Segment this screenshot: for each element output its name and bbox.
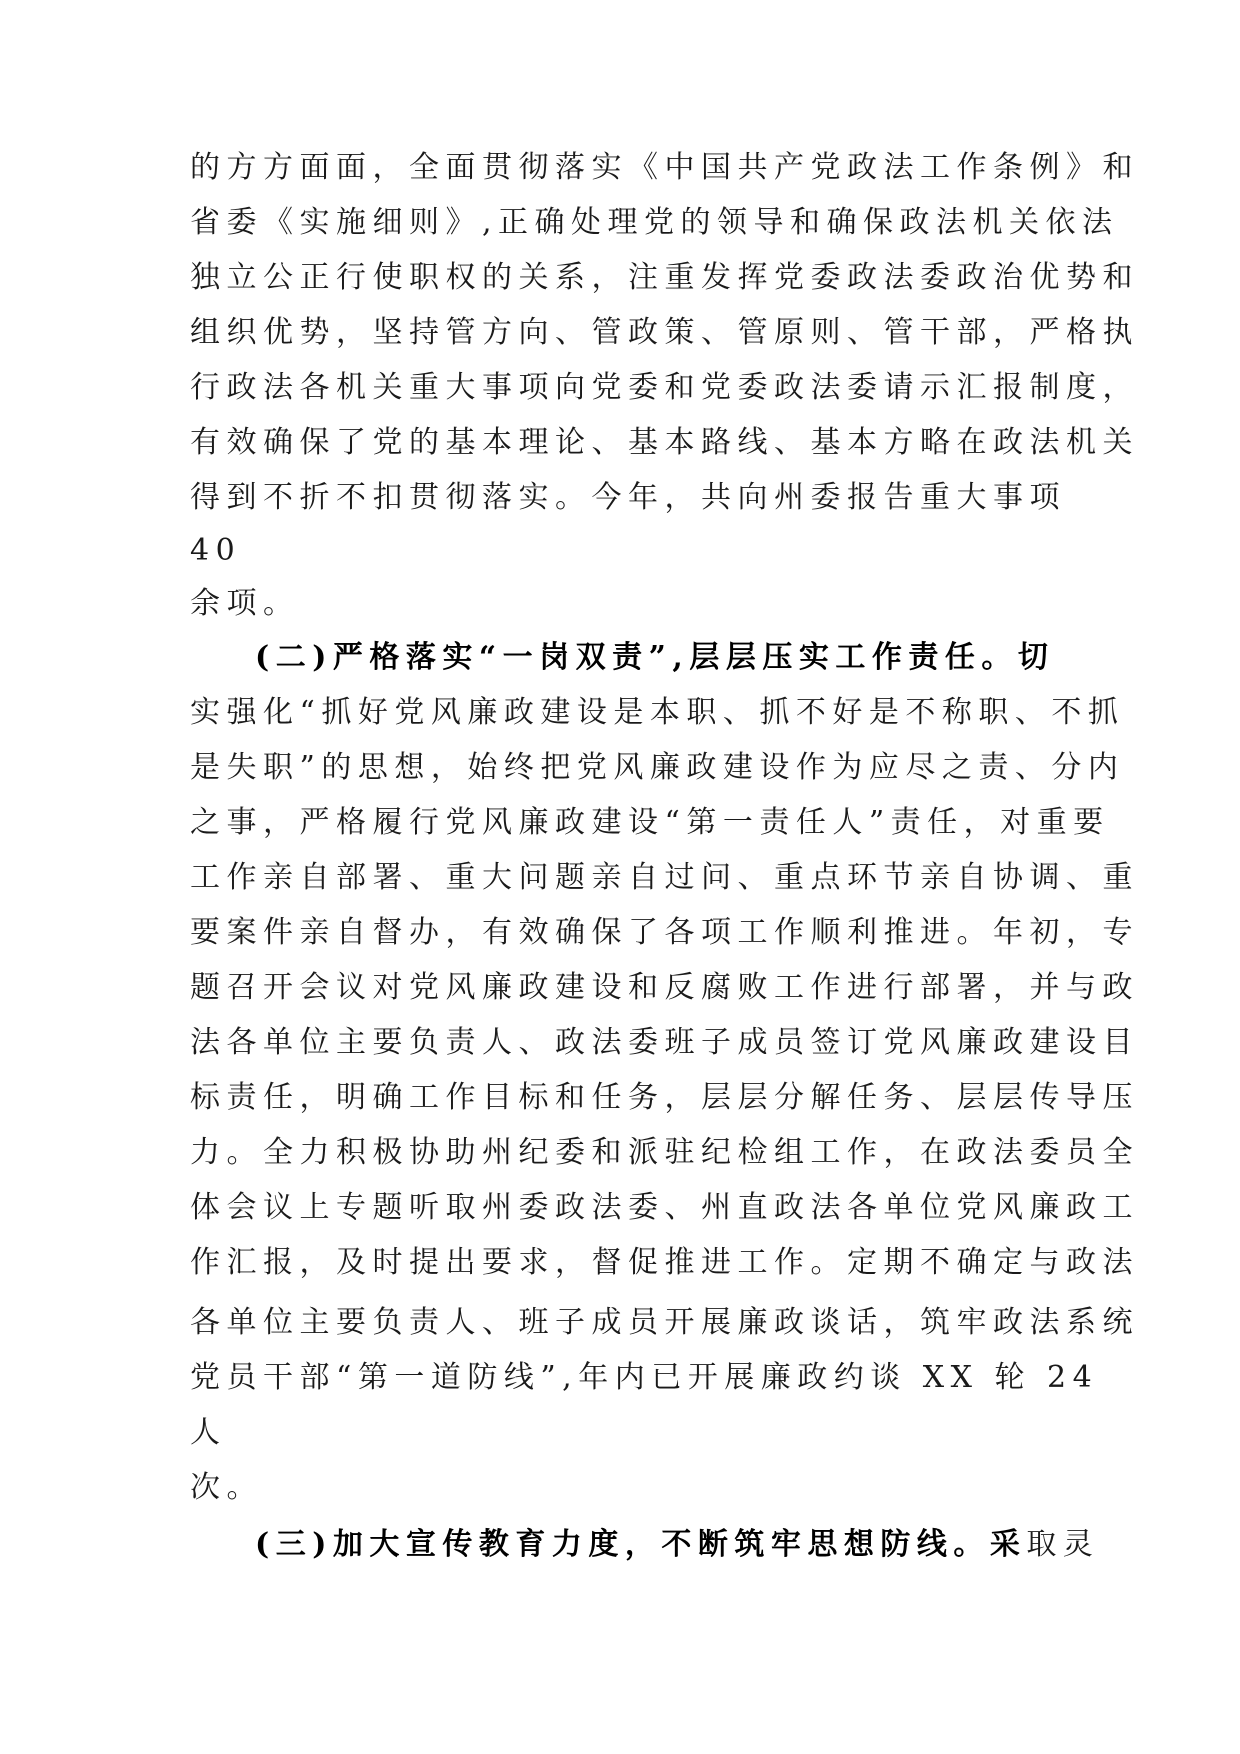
section-heading-tail: 取灵	[1026, 1527, 1100, 1562]
paragraph-line: 的方方面面，全面贯彻落实《中国共产党政法工作条例》和	[190, 150, 1139, 185]
paragraph-line: 要案件亲自督办，有效确保了各项工作顺利推进。年初，专	[190, 915, 1139, 950]
paragraph-line: 实强化“抓好党风廉政建设是本职、抓不好是不称职、不抓	[190, 695, 1125, 730]
paragraph-line: 得到不折不扣贯彻落实。今年，共向州委报告重大事项	[190, 480, 1066, 515]
paragraph-line: 作汇报，及时提出要求，督促推进工作。定期不确定与政法	[190, 1245, 1139, 1280]
section-heading-2	[255, 638, 1115, 678]
paragraph-line: 之事，严格履行党风廉政建设“第一责任人”责任，对重要	[190, 805, 1110, 840]
paragraph-line: 力。全力积极协助州纪委和派驻纪检组工作，在政法委员全	[190, 1135, 1139, 1170]
paragraph-line: 行政法各机关重大事项向党委和党委政法委请示汇报制度，	[190, 370, 1139, 405]
paragraph-line: 人	[190, 1415, 227, 1450]
paragraph-line: 党员干部“第一道防线”,年内已开展廉政约谈 XX 轮 24	[190, 1360, 1099, 1395]
paragraph-line: 是失职”的思想，始终把党风廉政建设作为应尽之责、分内	[190, 750, 1125, 785]
paragraph-line: 标责任，明确工作目标和任务，层层分解任务、层层传导压	[190, 1080, 1139, 1115]
paragraph-line: 体会议上专题听取州委政法委、州直政法各单位党风廉政工	[190, 1190, 1139, 1225]
paragraph-line: 次。	[190, 1470, 263, 1505]
section-heading-text: (二)严格落实“一岗双责”,层层压实工作责任。	[255, 640, 1018, 675]
paragraph-line: 法各单位主要负责人、政法委班子成员签订党风廉政建设目	[190, 1025, 1139, 1060]
paragraph-line: 40	[190, 533, 242, 568]
paragraph-line: 题召开会议对党风廉政建设和反腐败工作进行部署，并与政	[190, 970, 1139, 1005]
paragraph-line: 独立公正行使职权的关系，注重发挥党委政法委政治优势和	[190, 260, 1139, 295]
paragraph-line: 工作亲自部署、重大问题亲自过问、重点环节亲自协调、重	[190, 860, 1139, 895]
paragraph-line: 省委《实施细则》,正确处理党的领导和确保政法机关依法	[190, 205, 1119, 240]
paragraph-line: 有效确保了党的基本理论、基本路线、基本方略在政法机关	[190, 425, 1139, 460]
section-heading-tail: 切	[1017, 640, 1055, 675]
paragraph-line: 余项。	[190, 586, 300, 621]
paragraph-line: 各单位主要负责人、班子成员开展廉政谈话，筑牢政法系统	[190, 1305, 1139, 1340]
section-heading-3	[255, 1525, 1115, 1565]
section-heading-text: (三)加大宣传教育力度，不断筑牢思想防线。采	[255, 1527, 1027, 1562]
paragraph-line: 组织优势，坚持管方向、管政策、管原则、管干部，严格执	[190, 315, 1139, 350]
